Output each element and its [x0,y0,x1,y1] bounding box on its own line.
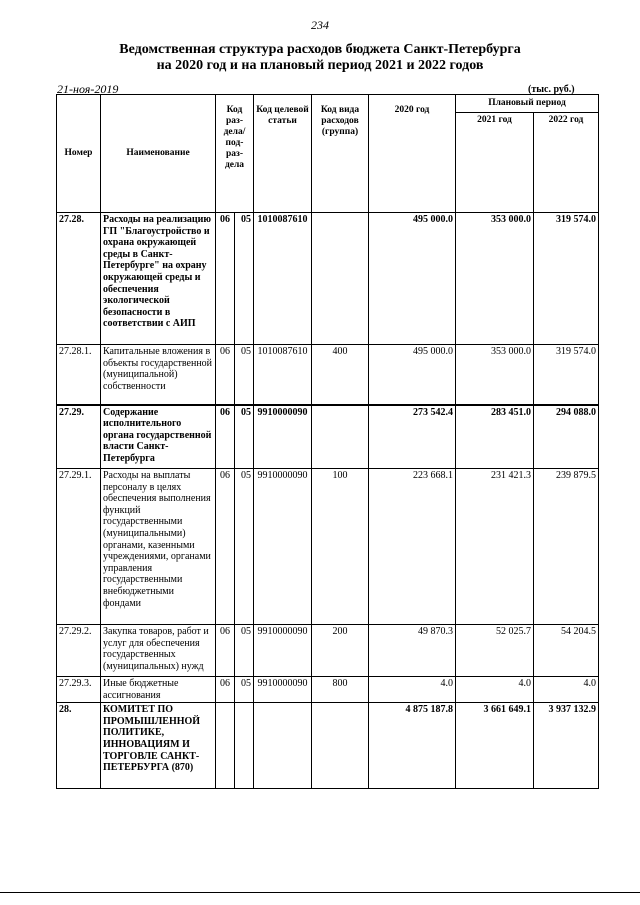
row-value-2021: 353 000.0 [456,345,534,405]
row-value-2022: 4.0 [534,677,599,703]
page-number: 234 [311,18,329,32]
row-number: 27.29. [57,405,101,469]
row-subsection [235,703,254,789]
row-subsection: 05 [235,405,254,469]
row-expense-type [312,703,369,789]
row-target-code: 9910000090 [254,469,312,625]
row-value-2021: 283 451.0 [456,405,534,469]
header-2020: 2020 год [369,95,456,213]
row-subsection: 05 [235,213,254,345]
row-value-2020: 495 000.0 [369,345,456,405]
row-value-2022: 239 879.5 [534,469,599,625]
row-expense-type [312,405,369,469]
row-name: Содержание исполнительного органа государственной власти Санкт-Петербурга [101,405,216,469]
row-value-2022: 319 574.0 [534,213,599,345]
title-line-1: Ведомственная структура расходов бюджета Санкт-Петербурга [119,42,521,57]
row-target-code: 1010087610 [254,345,312,405]
row-subsection: 05 [235,625,254,677]
row-subsection: 05 [235,345,254,405]
header-planned-period: Плановый период [456,95,599,113]
document-title [0,42,640,74]
row-expense-type: 100 [312,469,369,625]
row-expense-type [312,213,369,345]
row-section [216,703,235,789]
row-value-2020: 495 000.0 [369,213,456,345]
row-value-2021: 4.0 [456,677,534,703]
row-name: Иные бюджетные ассигнования [101,677,216,703]
row-expense-type: 200 [312,625,369,677]
row-subsection: 05 [235,677,254,703]
row-value-2020: 4.0 [369,677,456,703]
row-value-2022: 54 204.5 [534,625,599,677]
header-expense-type: Код вида расходов (группа) [312,95,369,213]
header-2021: 2021 год [456,113,534,213]
row-name: Расходы на реализацию ГП "Благоустройство и охрана окружающей среды в Санкт-Петербурге" на охрану окружающей среды и обеспечения экологической безопасности в соответствии с АИП [101,213,216,345]
row-section: 06 [216,469,235,625]
row-number: 27.29.2. [57,625,101,677]
table-row [57,703,599,789]
row-name: КОМИТЕТ ПО ПРОМЫШЛЕННОЙ ПОЛИТИКЕ, ИННОВАЦИЯМ И ТОРГОВЛЕ САНКТ-ПЕТЕРБУРГА (870) [101,703,216,789]
title-line-2: на 2020 год и на плановый период 2021 и 2022 годов [156,58,484,73]
row-number: 27.28.1. [57,345,101,405]
row-section: 06 [216,405,235,469]
row-number: 28. [57,703,101,789]
budget-table [56,94,599,789]
row-expense-type: 800 [312,677,369,703]
table-row [57,469,599,625]
table-row [57,677,599,703]
header-section: Код раз- дела/ под- раз- дела [216,95,254,213]
row-name: Расходы на выплаты персоналу в целях обеспечения выполнения функций государственными (муниципальными) органами, казенными учреждениями, органами управления государственными внебюджетными фондами [101,469,216,625]
header-target: Код целевой статьи [254,95,312,213]
row-target-code [254,703,312,789]
row-value-2021: 3 661 649.1 [456,703,534,789]
row-subsection: 05 [235,469,254,625]
row-number: 27.29.3. [57,677,101,703]
table-row [57,405,599,469]
unit-label: (тыс. руб.) [528,84,575,95]
row-target-code: 9910000090 [254,677,312,703]
row-target-code: 1010087610 [254,213,312,345]
row-section: 06 [216,677,235,703]
row-value-2020: 49 870.3 [369,625,456,677]
header-name: Наименование [101,95,216,213]
row-expense-type: 400 [312,345,369,405]
table-row [57,625,599,677]
row-value-2021: 353 000.0 [456,213,534,345]
row-section: 06 [216,345,235,405]
row-name: Закупка товаров, работ и услуг для обеспечения государственных (муниципальных) нужд [101,625,216,677]
row-target-code: 9910000090 [254,405,312,469]
row-section: 06 [216,213,235,345]
table-row [57,213,599,345]
page-bottom-rule [0,892,640,893]
document-date: 21-ноя-2019 [57,82,119,96]
row-section: 06 [216,625,235,677]
row-target-code: 9910000090 [254,625,312,677]
row-number: 27.28. [57,213,101,345]
row-value-2021: 52 025.7 [456,625,534,677]
row-name: Капитальные вложения в объекты государственной (муниципальной) собственности [101,345,216,405]
table-row [57,345,599,405]
row-value-2022: 319 574.0 [534,345,599,405]
header-number: Номер [57,95,101,213]
row-value-2020: 223 668.1 [369,469,456,625]
header-2022: 2022 год [534,113,599,213]
row-value-2022: 3 937 132.9 [534,703,599,789]
row-value-2021: 231 421.3 [456,469,534,625]
row-value-2022: 294 088.0 [534,405,599,469]
row-value-2020: 4 875 187.8 [369,703,456,789]
row-number: 27.29.1. [57,469,101,625]
row-value-2020: 273 542.4 [369,405,456,469]
